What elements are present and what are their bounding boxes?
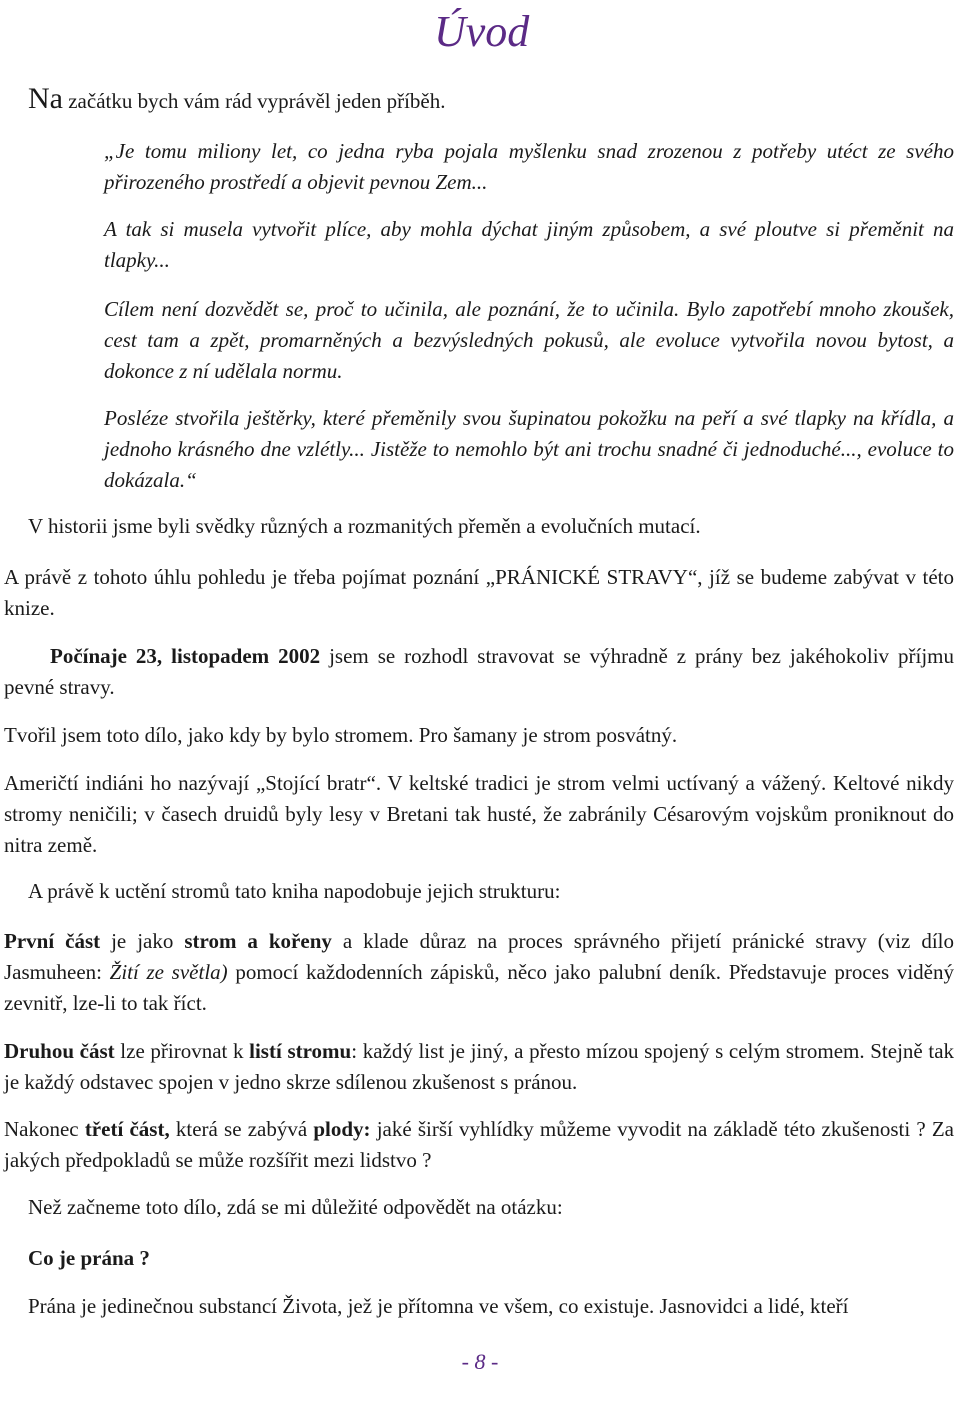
story-paragraph-1: „Je tomu miliony let, co jedna ryba pojala myšlenku snad zrozenou z potřeby utéct ze svého přirozeného prostředí a objevit pevnou Zem... [104, 139, 954, 194]
part2-text-b: : každý list je jiný, a přesto mízou spojený s celým stromem. Stejně tak je každý odstavec spojen v jedno skrze sdílenou zkušenost s pránou. [4, 1039, 955, 1094]
question-heading: Co je prána ? [28, 1246, 150, 1270]
intro-text: začátku bych vám rád vyprávěl jeden příběh. [62, 89, 446, 113]
before-paragraph: Než začneme toto dílo, zdá se mi důležité odpovědět na otázku: [28, 1195, 563, 1219]
prana-paragraph: Prána je jedinečnou substancí Života, jež je přítomna ve všem, co existuje. Jasnovidci a lidé, kteří [28, 1294, 849, 1318]
part3-paragraph [4, 1114, 954, 1176]
intro-initial: Na [28, 82, 63, 115]
history-paragraph: V historii jsme byli svědky různých a rozmanitých přeměn a evolučních mutací. [28, 514, 701, 538]
part3-highlight: plody: [313, 1117, 371, 1141]
indians-paragraph: Američtí indiáni ho nazývají „Stojící bratr“. V keltské tradici je strom velmi uctívaný a vážený. Keltové nikdy stromy neničili; v časech druidů byly lesy v Bretani tak husté, že zabránily Césarovým vojskům proniknout do nitra země. [4, 771, 954, 857]
part2-highlight: listí stromu [249, 1039, 352, 1063]
part3-text-a: Nakonec [4, 1117, 85, 1141]
story-paragraph-3: Cílem není dozvědět se, proč to učinila, ale poznání, že to učinila. Bylo zapotřebí mnoho zkoušek, cest tam a zpět, promarněných a bezvýsledných pokusů, ale evoluce vytvořila novou bytost, a dokonce z ní udělala normu. [104, 297, 954, 383]
date-paragraph [4, 641, 954, 703]
part1-paragraph [4, 926, 954, 1019]
part3-label: třetí část, [84, 1117, 170, 1141]
part2-text-a: lze přirovnat k [114, 1039, 250, 1063]
angle-paragraph: A právě z tohoto úhlu pohledu je třeba pojímat poznání „PRÁNICKÉ STRAVY“, jíž se budeme zabývat v této knize. [4, 565, 954, 620]
part3-text-b: která se zabývá [169, 1117, 314, 1141]
part2-label: Druhou část [4, 1039, 115, 1063]
intro-line [28, 84, 446, 116]
page-number: - 8 - [461, 1349, 499, 1374]
part1-book-title: Žití ze světla) [109, 960, 228, 984]
tree-paragraph: Tvořil jsem toto dílo, jako kdy by bylo stromem. Pro šamany je strom posvátný. [4, 723, 678, 747]
part1-highlight: strom a kořeny [184, 929, 332, 953]
part2-paragraph [4, 1036, 954, 1098]
story-paragraph-4: Posléze stvořila ještěrky, které přeměnily svou šupinatou pokožku na peří a své tlapky na křídla, a jednoho krásného dne vzlétly... Jistěže to nemohlo být ani trochu snadné či jednoduché..., evoluce to dokázala.“ [104, 406, 954, 492]
part3-text-c: jaké širší vyhlídky můžeme vyvodit na základě této zkušenosti ? Za jakých předpokladů se může rozšířit mezi lidstvo ? [4, 1117, 954, 1172]
date-bold: Počínaje 23, listopadem 2002 [50, 644, 321, 668]
part1-label: První část [4, 929, 101, 953]
chapter-title: Úvod [434, 7, 530, 56]
part1-text-b: a klade důraz na proces správného přijetí pránické stravy (viz dílo Jasmuheen: [4, 929, 954, 984]
part1-text-a: je jako [100, 929, 185, 953]
story-paragraph-2: A tak si musela vytvořit plíce, aby mohla dýchat jiným způsobem, a své ploutve si přeměnit na tlapky... [104, 217, 954, 272]
part1-text-c: pomocí každodenních zápisků, něco jako palubní deník. Představuje proces viděný zevnitř, lze-li to tak říct. [4, 960, 954, 1015]
honor-paragraph: A právě k uctění stromů tato kniha napodobuje jejich strukturu: [28, 879, 561, 903]
date-rest: jsem se rozhodl stravovat se výhradně z prány bez jakéhokoliv příjmu pevné stravy. [4, 644, 955, 699]
